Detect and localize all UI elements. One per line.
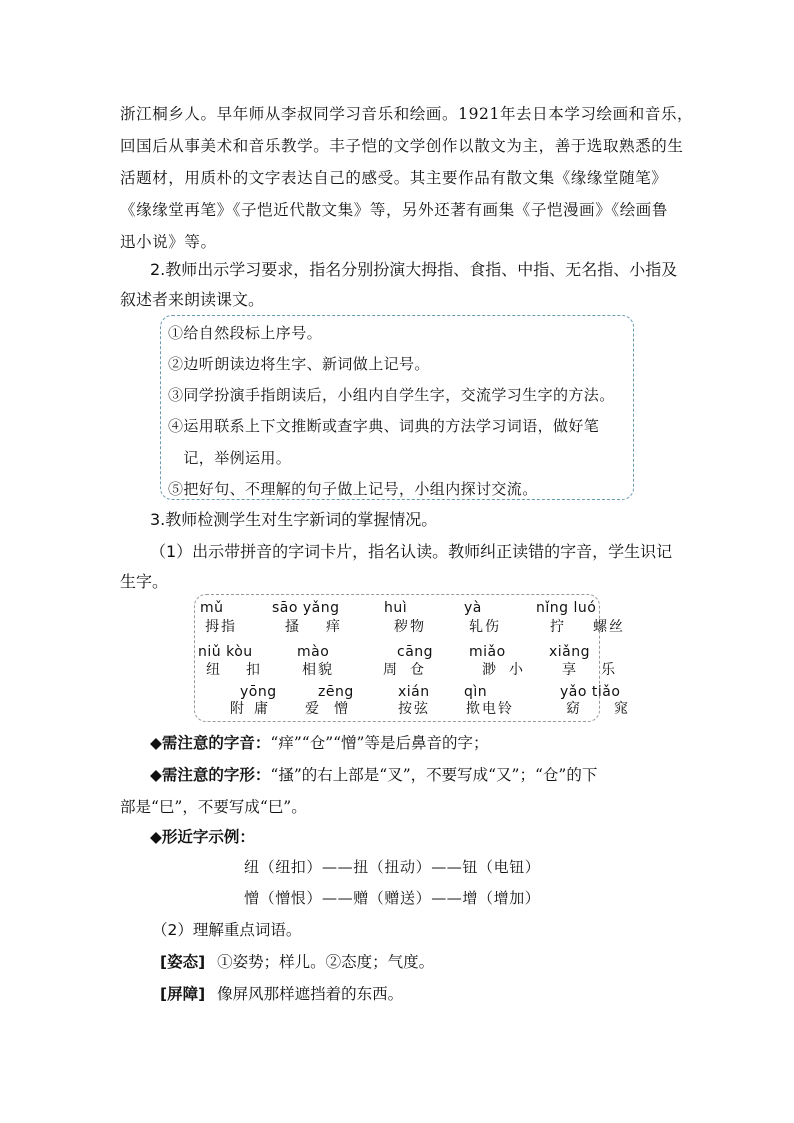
requirement-item: ②边听朗读边将生字、新词做上记号。	[168, 355, 430, 373]
step-2-line: 2.教师出示学习要求，指名分别扮演大拇指、食指、中指、无名指、小指及	[150, 260, 678, 279]
pinyin: yǎo tiǎo	[560, 684, 621, 700]
card-word: 周	[383, 662, 399, 678]
sound-note	[150, 729, 488, 757]
term-definition: 像屏风那样遮挡着的东西。	[217, 985, 404, 1003]
card-word: 揿电铃	[466, 701, 514, 717]
shape-note	[150, 761, 597, 789]
pinyin: zēng	[318, 684, 354, 700]
requirement-item: ⑤把好句、不理解的句子做上记号，小组内探讨交流。	[168, 480, 538, 498]
shape-note-continued: 部是“巳”，不要写成“巳”。	[120, 798, 307, 816]
step-2-line: 叙述者来朗读课文。	[120, 290, 265, 309]
card-word: 纽	[206, 662, 222, 678]
card-word: 附	[230, 701, 246, 717]
card-word: 痒	[326, 619, 342, 635]
shape-note-label: ◆需注意的字形：	[150, 766, 271, 784]
card-word: 享	[562, 662, 578, 678]
card-word: 按弦	[398, 701, 430, 717]
term-pingzhang	[160, 982, 403, 1004]
step-3-sub1	[120, 537, 680, 597]
card-word: 憎	[334, 701, 350, 717]
requirement-item: ①给自然段标上序号。	[168, 324, 323, 342]
shape-note-text: “搔”的右上部是“叉”，不要写成“又”；“仓”的下	[270, 766, 598, 784]
pinyin: sāo yǎng	[272, 600, 340, 616]
term-tag: [姿态]	[160, 953, 206, 971]
card-word: 渺	[482, 662, 498, 678]
term-definition: ①姿势；样儿。②态度；气度。	[217, 953, 435, 971]
pinyin: mǔ	[200, 600, 224, 616]
card-word: 搔	[285, 619, 301, 635]
pinyin: xián	[398, 684, 430, 700]
card-word: 爱	[305, 701, 321, 717]
card-word: 乐	[601, 662, 617, 678]
intro-line: 浙江桐乡人。早年师从李叔同学习音乐和绘画。1921年去日本学习绘画和音乐，	[120, 105, 694, 123]
step-3-title-text: 3.教师检测学生对生字新词的掌握情况。	[150, 510, 438, 529]
similar-note	[150, 823, 255, 851]
similar-note-label: ◆形近字示例：	[150, 828, 255, 846]
pinyin: miǎo	[469, 644, 506, 660]
card-word: 仓	[410, 662, 426, 678]
step-3-sub1-line: （1）出示带拼音的字词卡片，指名认读。教师纠正读错的字音，学生识记	[150, 542, 673, 561]
requirement-item: ③同学扮演手指朗读后，小组内自学生字，交流学习生字的方法。	[168, 386, 615, 404]
card-word: 庸	[254, 701, 270, 717]
pinyin: yà	[464, 600, 482, 616]
author-intro-paragraph	[120, 98, 694, 258]
step-3-sub2: （2）理解重点词语。	[152, 921, 302, 939]
similar-chars-row: 憎（憎恨）——赠（赠送）——增（增加）	[244, 889, 541, 907]
step-3-title	[120, 505, 680, 535]
step-2-paragraph	[120, 255, 680, 315]
pinyin: cāng	[397, 644, 434, 660]
card-word: 轧伤	[469, 619, 501, 635]
pinyin: nǐng luó	[536, 600, 597, 616]
card-word: 螺丝	[593, 619, 625, 635]
card-word: 窈	[566, 701, 582, 717]
card-word: 窕	[614, 701, 630, 717]
card-word: 拇指	[205, 619, 237, 635]
pinyin: mào	[297, 644, 330, 660]
pinyin: yōng	[240, 684, 277, 700]
pinyin: xiǎng	[549, 644, 591, 660]
card-word: 扣	[246, 662, 262, 678]
intro-line: 回国后从事美术和音乐教学。丰子恺的文学创作以散文为主，善于选取熟悉的生	[120, 137, 684, 155]
step-3-sub1-line: 生字。	[120, 572, 169, 591]
card-word: 拧	[550, 619, 566, 635]
pinyin: niǔ kòu	[198, 644, 253, 660]
term-tag: [屏障]	[160, 985, 206, 1003]
card-word: 小	[509, 662, 525, 678]
pinyin: qìn	[464, 684, 488, 700]
intro-line: 迅小说》等。	[120, 233, 217, 251]
sound-note-text: “痒”“仓”“憎”等是后鼻音的字；	[270, 734, 489, 752]
card-word: 秽物	[394, 619, 426, 635]
term-zitai	[160, 950, 434, 972]
intro-line: 《缘缘堂再笔》《子恺近代散文集》等，另外还著有画集《子恺漫画》《绘画鲁	[120, 201, 669, 219]
requirement-item: ④运用联系上下文推断或查字典、词典的方法学习词语，做好笔	[168, 417, 600, 435]
similar-chars-row: 纽（纽扣）——扭（扭动）——钮（电钮）	[244, 858, 541, 876]
requirement-item: 记，举例运用。	[168, 449, 292, 467]
sound-note-label: ◆需注意的字音：	[150, 734, 271, 752]
card-word: 相貌	[302, 662, 334, 678]
pinyin: huì	[384, 600, 408, 616]
intro-line: 活题材，用质朴的文字表达自己的感受。其主要作品有散文集《缘缘堂随笔》	[120, 169, 668, 187]
